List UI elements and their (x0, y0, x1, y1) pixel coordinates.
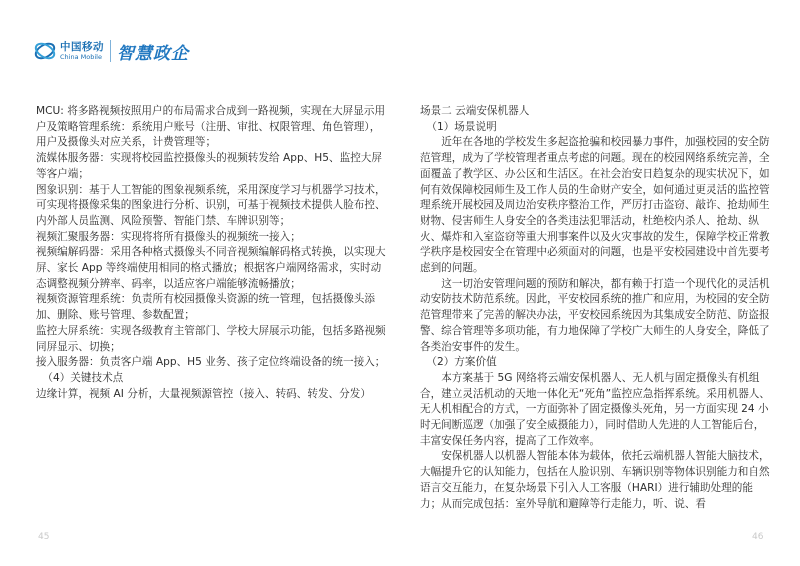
paragraph-key-tech: 边缘计算，视频 AI 分析，大量视频源管控（接入、转码、转发、分发） (36, 387, 371, 400)
paragraph-scenario-1: 近年在各地的学校发生多起盗抢骗和校园暴力事件，加强校园的安全防范管理，成为了学校管理者重点考虑的问题。现在的校园网络系统完善，全面覆盖了教学区、办公区和生活区。在社会治安日趋复杂的现实状况下，如何有效保障校园师生及工作人员的生命财产安全，如何通过更灵活的监控管理系统开展校园及周边治安秩序整治工作，严厉打击盗窃、敲诈、抢劫师生财物、侵害师生人身安全的各类违法犯罪活动，杜绝校内杀人、抢劫、纵火、爆炸和入室盗窃等重大刑事案件以及火灾事故的发生，保障学校正常教学秩序是校园安全在管理中必须面对的问题，也是平安校园建设中首先要考虑到的问题。 (420, 136, 770, 275)
paragraph-codec: 视频编解码器：采用各种格式摄像头不同音视频编解码格式转换，以实现大屏、家长 App 等终端使用相同的格式播放；根据客户端网络需求，实时动态调整视频分辨率、码率，以适应客户端能够流畅播放； (36, 246, 386, 290)
left-column (36, 104, 390, 402)
china-mobile-logo-icon (34, 40, 56, 62)
paragraph-streaming-server: 流媒体服务器：实现将校园监控摄像头的视频转发给 App、H5、监控大屏等客户端； (36, 152, 382, 180)
paragraph-value-1: 本方案基于 5G 网络将云端安保机器人、无人机与固定摄像头有机组合，建立灵活机动的天地一体化无“死角”监控应急指挥系统。采用机器人、无人机相配合的方式，一方面弥补了固定摄像头死角，另一方面实现 24 小时无间断巡逻（加强了安全威摄能力），同时借助人先进的人工智能后台，丰富安保任务内容，提高了工作效率。 (420, 371, 770, 447)
section-heading-scenario: （1）场景说明 (426, 120, 497, 133)
logo-divider (110, 40, 111, 62)
paragraph-aggregation-server: 视频汇聚服务器：实现将将所有摄像头的视频统一接入； (36, 230, 301, 243)
page-header (34, 36, 189, 66)
section-heading-key-tech: （4）关键技术点 (42, 371, 124, 384)
page-number-right: 46 (752, 532, 764, 542)
paragraph-resource-management: 视频资源管理系统：负责所有校园摄像头资源的统一管理，包括摄像头添加、删除、账号管理、参数配置； (36, 293, 375, 322)
page-number-left: 45 (38, 532, 50, 542)
paragraph-mcu: MCU: 将多路视频按照用户的布局需求合成到一路视频，实现在大屏显示用户及策略管理系统：系统用户账号（注册、审批、权限管理、角色管理），用户及摄像头对应关系，计费管理等； (36, 105, 386, 149)
section-heading-value: （2）方案价值 (426, 356, 497, 369)
paragraph-monitoring-screen: 监控大屏系统：实现各级教育主管部门、学校大屏展示功能，包括多路视频同屏显示、切换； (36, 324, 386, 353)
logo-english-name: China Mobile (60, 53, 102, 61)
scene-title: 场景二 云端安保机器人 (420, 105, 530, 117)
logo-chinese-name: 中国移动 (60, 41, 104, 53)
paragraph-access-server: 接入服务器：负责客户端 App、H5 业务、孩子定位终端设备的统一接入； (36, 356, 386, 369)
slogan: 智慧政企 (117, 43, 189, 64)
paragraph-scenario-2: 这一切治安管理问题的预防和解决，都有赖于打造一个现代化的灵活机动安防技术防范系统。因此，平安校园系统的推广和应用，为校园的安全防范管理带来了完善的解决办法，平安校园系统因为其集成安全防范、防盗报警、综合管理等多项功能，有力地保障了学校广大师生的人身安全，降低了各类治安事件的发生。 (420, 277, 770, 353)
paragraph-image-recognition: 图象识别：基于人工智能的图象视频系统，采用深度学习与机器学习技术，可实现将摄像采集的图象进行分析、识别，可基于视频技术提供人脸布控、内外部人员监测、风险预警、智能门禁、车牌识别等； (36, 183, 386, 227)
logo-text (60, 41, 104, 61)
paragraph-value-2: 安保机器人以机器人智能本体为载体，依托云端机器人智能大脑技术，大幅提升它的认知能力，包括在人脸识别、车辆识别等物体识别能力和自然语言交互能力，在复杂场景下引入人工客服（HARI）进行辅助处理的能力；从而完成包括：室外导航和避障等行走能力，听、说、看 (420, 450, 770, 510)
right-column (420, 104, 770, 512)
